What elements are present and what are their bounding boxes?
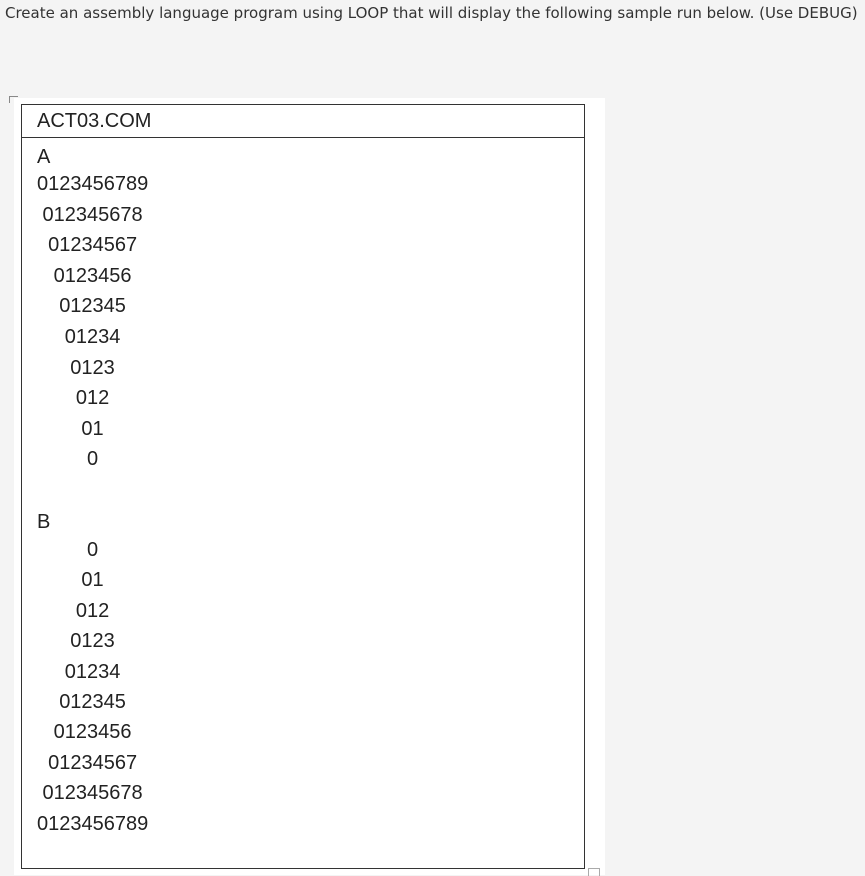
section-a-line: 01 xyxy=(81,417,104,440)
section-b-line: 0123456789 xyxy=(37,812,149,835)
section-a-label: A xyxy=(37,146,51,168)
section-b-line: 01234567 xyxy=(48,751,138,774)
section-a-line: 0123 xyxy=(70,356,115,379)
section-b-line: 0 xyxy=(86,539,99,561)
section-b-line: 01 xyxy=(81,569,104,592)
section-b-label: B xyxy=(37,511,51,533)
section-a-line: 0 xyxy=(86,448,99,471)
section-a-line: 0123456789 xyxy=(37,173,149,195)
section-b-line: 012345678 xyxy=(42,782,143,805)
section-a-line: 01234 xyxy=(64,326,121,348)
section-a-line: 01234567 xyxy=(48,234,138,257)
section-a-line: 012345 xyxy=(59,295,126,318)
section-b-line: 012 xyxy=(75,599,110,622)
section-b-line: 012345 xyxy=(59,691,126,713)
sample-run-box xyxy=(21,104,585,869)
section-b-line: 01234 xyxy=(64,660,121,683)
question-text: Create an assembly language program using LOOP that will display the following sample run below. (Use DEBUG) xyxy=(5,4,858,22)
program-title: ACT03.COM xyxy=(22,105,584,138)
section-a-line: 012 xyxy=(75,387,110,410)
section-a-line: 012345678 xyxy=(42,203,143,226)
section-a-line: 0123456 xyxy=(53,264,132,287)
section-b-line: 0123456 xyxy=(53,721,132,744)
image-anchor-icon xyxy=(9,96,18,103)
section-b-line: 0123 xyxy=(70,630,115,653)
